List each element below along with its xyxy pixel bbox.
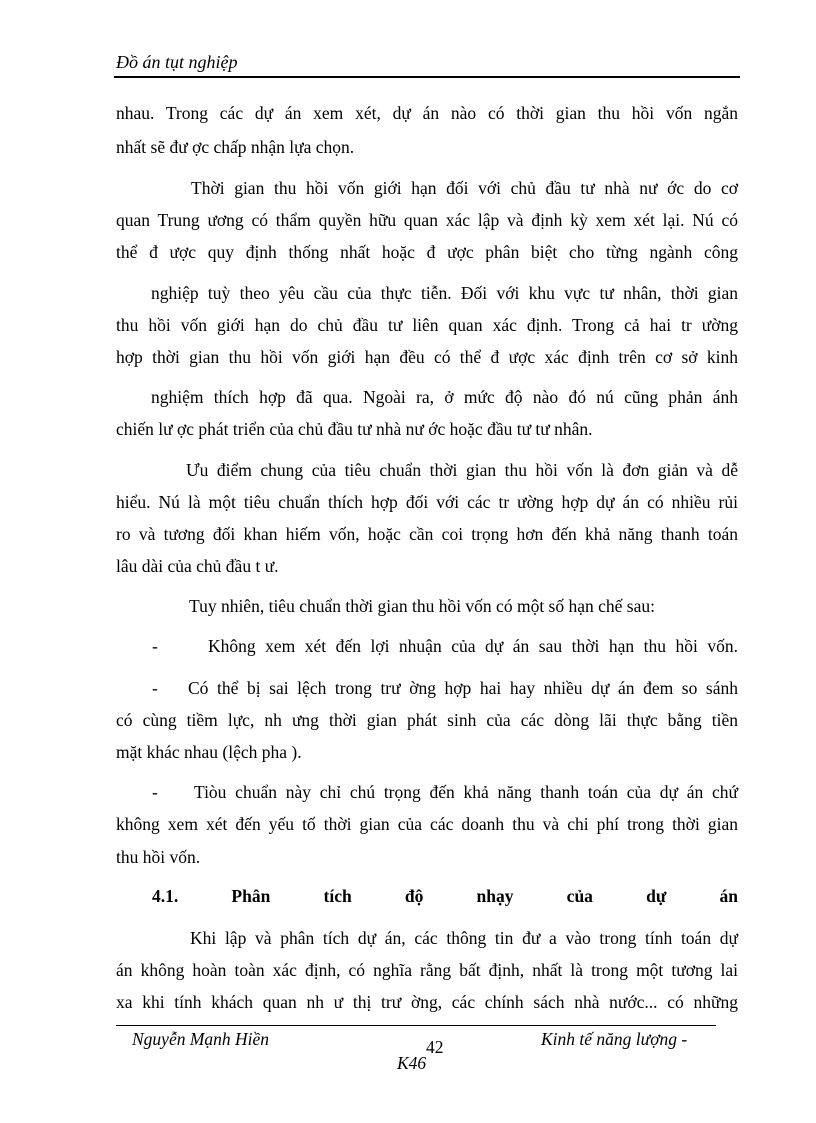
body-line: hiểu. Nú là một tiêu chuẩn thích hợp đối với các tr ường hợp dự án có nhiều rủi xyxy=(116,492,738,512)
section-word: tích xyxy=(323,886,352,906)
body-line: nhau. Trong các dự án xem xét, dự án nào có thời gian thu hồi vốn ngắn xyxy=(116,103,738,123)
body-line: ro và tương đối khan hiếm vốn, hoặc cần coi trọng hơn đến khả năng thanh toán xyxy=(116,524,738,544)
bullet-dash: - xyxy=(152,782,158,802)
body-line: nghiệm thích hợp đã qua. Ngoài ra, ở mức độ nào đó nú cũng phản ánh xyxy=(151,387,738,407)
body-line: chiến lư ợc phát triển của chủ đầu tư nhà nư ớc hoặc đầu tư tư nhân. xyxy=(116,419,593,439)
body-line: Có thể bị sai lệch trong trư ờng hợp hai hay nhiều dự án đem so sánh xyxy=(188,678,738,698)
header-title: Đồ án tụt nghiệp xyxy=(116,52,238,72)
section-number: 4.1. xyxy=(152,886,179,906)
body-line: nhất sẽ đư ợc chấp nhận lựa chọn. xyxy=(116,137,355,157)
body-line: lâu dài của chủ đầu t ư. xyxy=(116,556,279,576)
body-line: hợp thời gian thu hồi vốn giới hạn đều có thể đ ược xác định trên cơ sở kinh xyxy=(116,347,738,367)
footer-department: Kinh tế năng lượng - xyxy=(541,1029,688,1049)
body-line: Khi lập và phân tích dự án, các thông tin đư a vào trong tính toán dự xyxy=(190,928,738,948)
section-word: án xyxy=(719,886,738,906)
body-line: Thời gian thu hồi vốn giới hạn đối với chủ đầu tư nhà nư ớc do cơ xyxy=(191,178,738,198)
section-word: nhạy xyxy=(476,886,514,906)
section-word: của xyxy=(566,886,593,906)
body-line: không xem xét đến yếu tố thời gian của các doanh thu và chi phí trong thời gian xyxy=(116,814,738,834)
header-rule xyxy=(114,76,740,78)
body-line: thể đ ược quy định thống nhất hoặc đ ược phân biệt cho từng ngành công xyxy=(116,242,738,262)
section-word: dự xyxy=(646,886,667,906)
body-line: xa khi tính khách quan nh ư thị trư ờng, các chính sách nhà nước... có những xyxy=(116,992,738,1012)
section-word: Phân xyxy=(231,886,271,906)
body-line: nghiệp tuỳ theo yêu cầu của thực tiễn. Đối với khu vực tư nhân, thời gian xyxy=(151,283,738,303)
body-line: có cùng tiềm lực, nh ưng thời gian phát sinh của các dòng lãi thực bằng tiền xyxy=(116,710,738,730)
body-line: Không xem xét đến lợi nhuận của dự án sau thời hạn thu hồi vốn. xyxy=(208,636,738,656)
footer-author: Nguyễn Mạnh Hiền xyxy=(132,1029,270,1049)
body-line: thu hồi vốn. xyxy=(116,847,201,867)
body-line: Ưu điểm chung của tiêu chuẩn thời gian thu hồi vốn là đơn giản và dễ xyxy=(186,460,738,480)
section-heading xyxy=(152,884,738,908)
footer-page-number: 42 xyxy=(426,1037,444,1057)
body-line: án không hoàn toàn xác định, có nghĩa rằng bất định, nhất là trong một tương lai xyxy=(116,960,738,980)
footer-class: K46 xyxy=(397,1053,427,1073)
bullet-dash: - xyxy=(152,636,158,656)
body-line: Tuy nhiên, tiêu chuẩn thời gian thu hồi vốn có một số hạn chế sau: xyxy=(189,596,655,616)
bullet-dash: - xyxy=(152,678,158,698)
section-word: độ xyxy=(404,886,424,906)
footer-rule xyxy=(116,1025,716,1026)
body-line: Tiòu chuẩn này chỉ chú trọng đến khả năng thanh toán của dự án chứ xyxy=(194,782,738,802)
body-line: thu hồi vốn giới hạn do chủ đầu tư liên quan xác định. Trong cả hai tr ường xyxy=(116,315,738,335)
body-line: mặt khác nhau (lệch pha ). xyxy=(116,742,302,762)
body-line: quan Trung ương có thẩm quyền hữu quan xác lập và định kỳ xem xét lại. Nú có xyxy=(116,210,738,230)
